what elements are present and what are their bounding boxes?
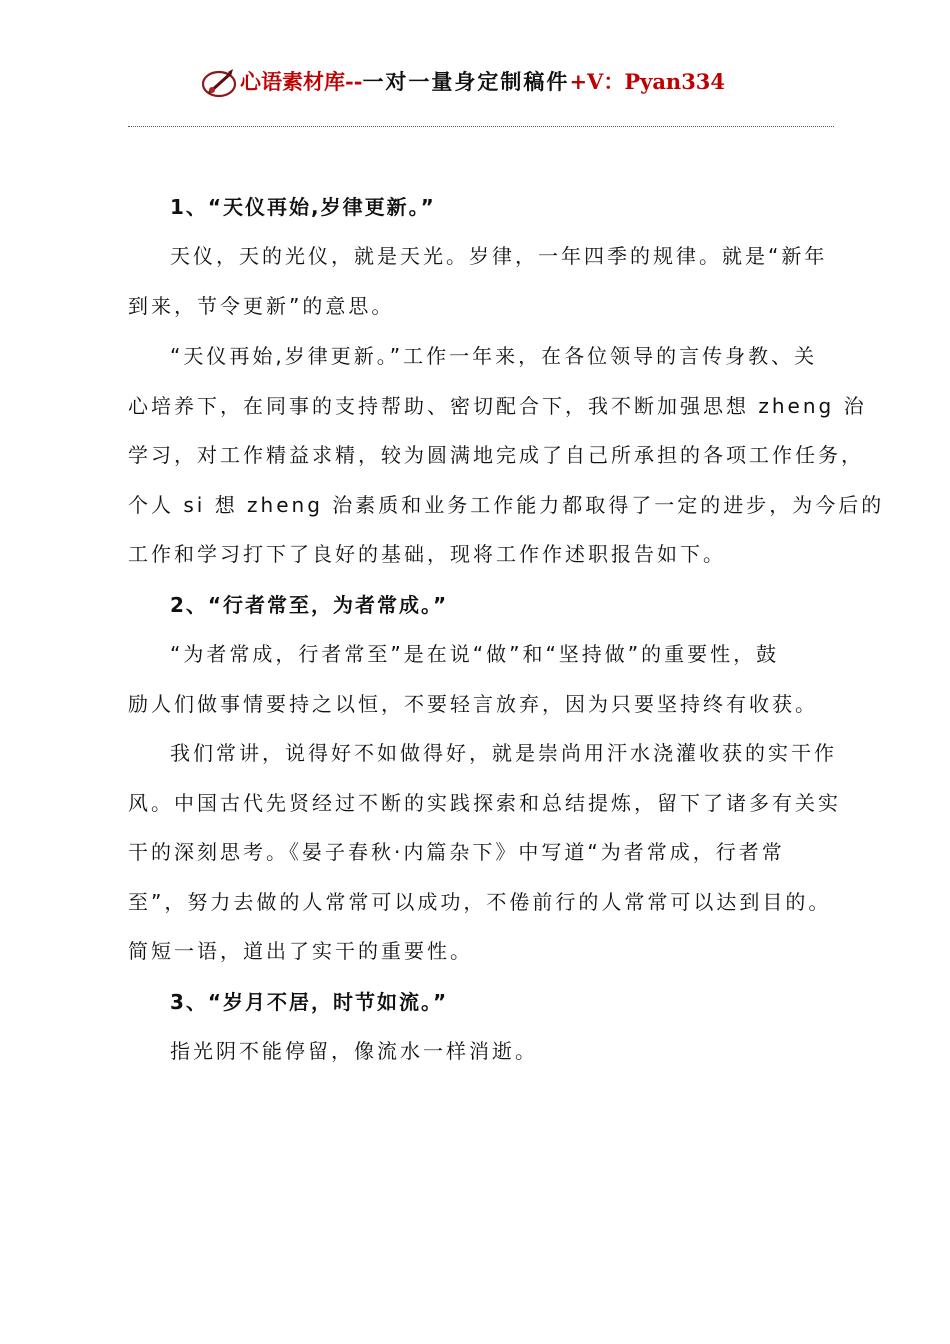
text-line: 风。中国古代先贤经过不断的实践探索和总结提炼，留下了诸多有关实 bbox=[128, 791, 841, 815]
header-title bbox=[240, 62, 725, 102]
text-line: 励人们做事情要持之以恒，不要轻言放弃，因为只要坚持终有收获。 bbox=[128, 692, 818, 716]
brand-name: 心语素材库 bbox=[240, 69, 345, 94]
section-heading: 3、“岁月不居，时节如流。” bbox=[170, 990, 449, 1014]
text-line: 天仪，天的光仪，就是天光。岁律，一年四季的规律。就是“新年 bbox=[170, 244, 828, 268]
section-heading: 2、“行者常至，为者常成。” bbox=[170, 593, 449, 617]
text-line: 到来，节令更新”的意思。 bbox=[128, 294, 395, 318]
header-contact: +V：Pyan334 bbox=[569, 69, 726, 94]
section-heading: 1、“天仪再始,岁律更新。” bbox=[170, 195, 436, 219]
text-line: 心培养下，在同事的支持帮助、密切配合下，我不断加强思想 zheng 治 bbox=[128, 394, 867, 418]
text-line: 个人 si 想 zheng 治素质和业务工作能力都取得了一定的进步，为今后的 bbox=[128, 493, 885, 517]
header-separator: -- bbox=[345, 69, 363, 94]
text-line: 干的深刻思考。《晏子春秋·内篇杂下》中写道“为者常成，行者常 bbox=[128, 840, 785, 864]
pen-heart-logo-icon bbox=[200, 66, 240, 100]
text-line: 工作和学习打下了良好的基础，现将工作作述职报告如下。 bbox=[128, 542, 726, 566]
page-header bbox=[0, 62, 950, 102]
header-divider bbox=[128, 126, 834, 127]
text-line: 学习，对工作精益求精，较为圆满地完成了自己所承担的各项工作任务， bbox=[128, 443, 864, 467]
text-line: 指光阴不能停留，像流水一样消逝。 bbox=[170, 1039, 538, 1063]
header-slogan: 一对一量身定制稿件 bbox=[362, 69, 570, 94]
text-line: 简短一语，道出了实干的重要性。 bbox=[128, 939, 473, 963]
text-line: 我们常讲，说得好不如做得好，就是崇尚用汗水浇灌收获的实干作 bbox=[170, 741, 837, 765]
text-line: 至”，努力去做的人常常可以成功，不倦前行的人常常可以达到目的。 bbox=[128, 890, 832, 914]
text-line: “为者常成，行者常至”是在说“做”和“坚持做”的重要性，鼓 bbox=[170, 642, 780, 666]
text-line: “天仪再始,岁律更新。”工作一年来，在各位领导的言传身教、关 bbox=[170, 344, 818, 368]
